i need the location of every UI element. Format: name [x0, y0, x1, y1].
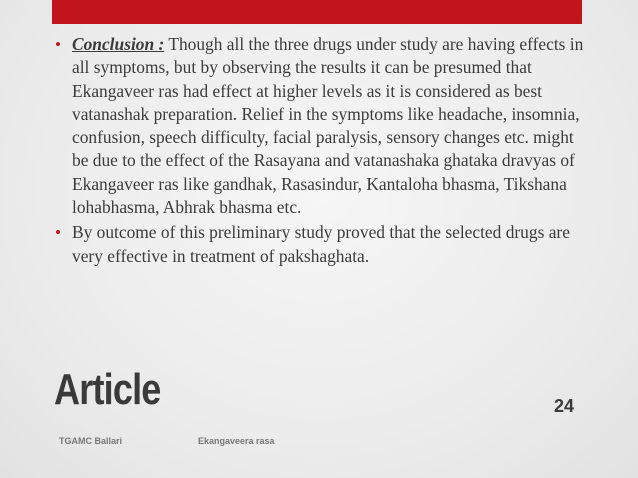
- page-number: 24: [554, 396, 575, 416]
- conclusion-label: Conclusion :: [72, 34, 165, 54]
- bullet-dot-icon: •: [55, 35, 61, 54]
- conclusion-text: Though all the three drugs under study are having effects in all symptoms, but by observing the results it can be presumed that Ekangaveer ras had effect at higher levels as it is considered as best vatanashak preparation. Relief in the symptoms like headache, insomnia, confusion, speech difficulty, facial paralysis, sensory changes etc. might be due to the effect of the Rasayana and vatanashaka ghataka dravyas of Ekangaveer ras like gandhak, Rasasindur, Kantaloha bhasma, Tikshana lohabhasma, Abhrak bhasma etc.: [72, 34, 584, 218]
- bullet-outcome: [52, 221, 584, 268]
- bullet-dot-icon: •: [55, 223, 61, 243]
- bullet-conclusion: [52, 33, 584, 219]
- slide-content: [52, 33, 584, 270]
- top-accent-bar: [52, 0, 582, 24]
- outcome-text: By outcome of this preliminary study proved that the selected drugs are very effective in treatment of pakshaghata.: [72, 222, 570, 266]
- slide-title: Article: [54, 365, 161, 414]
- footer-institution: TGAMC Ballari: [59, 436, 123, 446]
- footer-topic: Ekangaveera rasa: [198, 436, 275, 446]
